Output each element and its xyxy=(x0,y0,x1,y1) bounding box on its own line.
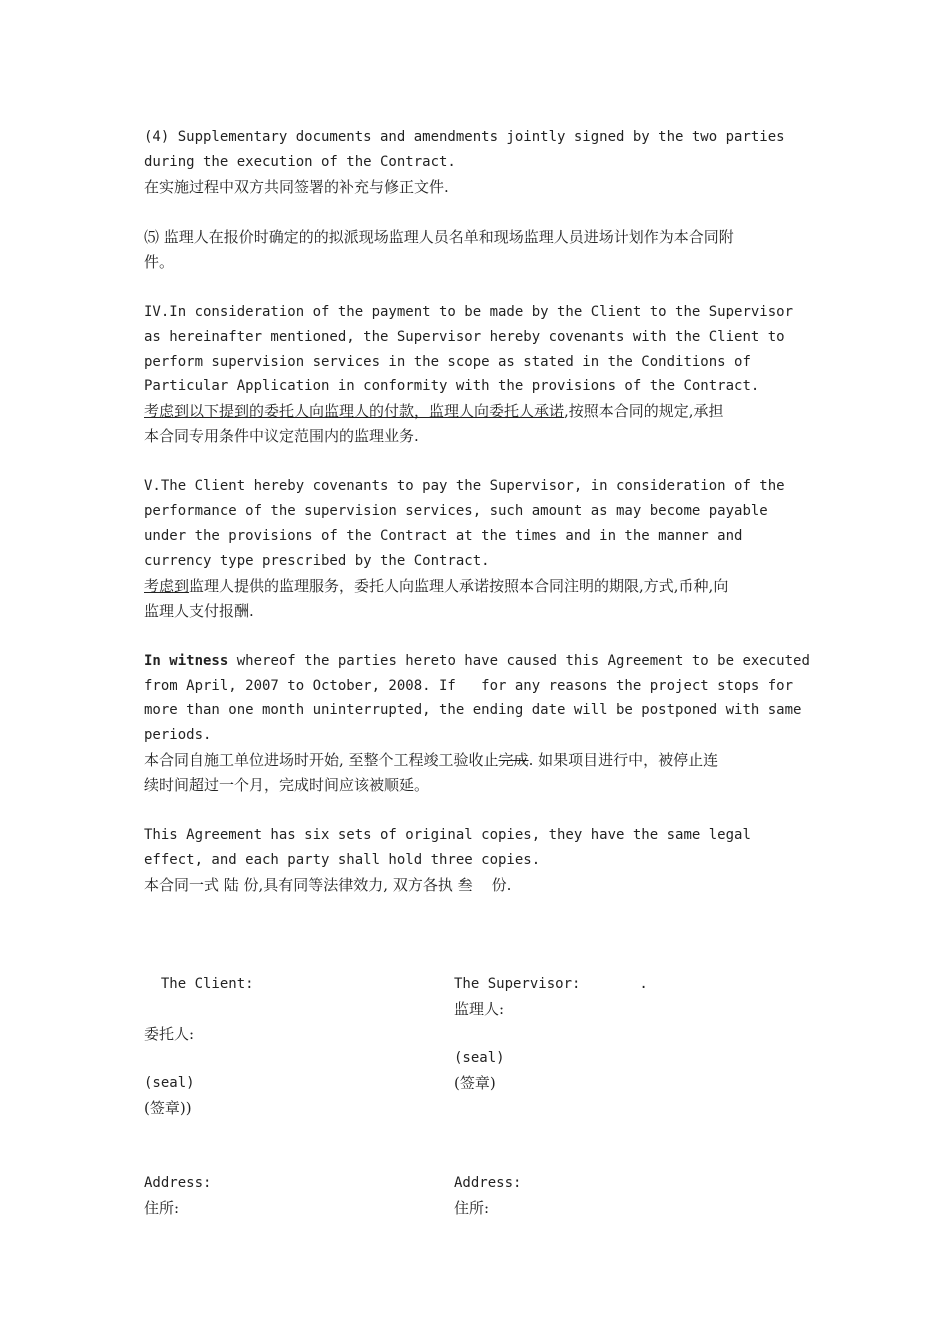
witness-en-line3: more than one month uninterrupted, the ending date will be postponed with same xyxy=(144,702,802,718)
copies-en-line1: This Agreement has six sets of original copies, they have the same legal xyxy=(144,827,751,843)
witness-cn-line2: 续时间超过一个月，完成时间应该被顺延。 xyxy=(144,776,430,794)
clause5-en-line3: under the provisions of the Contract at the times and in the manner and xyxy=(144,528,743,544)
witness-cn-b: . 如果项目进行中，被停止连 xyxy=(528,751,719,769)
witness-cn-line1 xyxy=(144,748,718,773)
clause5-cn-rest: 监理人提供的监理服务，委托人向监理人承诺按照本合同注明的期限,方式,币种,向 xyxy=(189,577,729,595)
clause4-en-line4: Particular Application in conformity with the provisions of the Contract. xyxy=(144,378,760,394)
clause5-cn-underlined: 考虑到 xyxy=(144,577,190,595)
copies-en-line2: effect, and each party shall hold three copies. xyxy=(144,852,541,868)
item5-cn-line2: 件。 xyxy=(144,253,175,271)
witness-en-line2: from April, 2007 to October, 2008. If for any reasons the project stops for xyxy=(144,678,794,694)
clause4-cn-line2: 本合同专用条件中议定范围内的监理业务. xyxy=(144,427,419,445)
supervisor-address-cn: 住所: xyxy=(454,1199,490,1217)
client-label-en: The Client: xyxy=(144,976,254,992)
witness-cn-strike: 完成 xyxy=(498,751,529,769)
clause5-cn-line1 xyxy=(144,574,728,599)
clause5-cn-line2: 监理人支付报酬. xyxy=(144,602,254,620)
witness-en-rest: whereof the parties hereto have caused this Agreement to be executed xyxy=(228,653,810,669)
client-seal-cn: (签章)) xyxy=(144,1099,192,1117)
supervisor-seal-cn: (签章) xyxy=(454,1074,496,1092)
clause5-en-line1: V.The Client hereby covenants to pay the Supervisor, in consideration of the xyxy=(144,478,785,494)
witness-en-line1 xyxy=(144,649,810,674)
clause5-en-line4: currency type prescribed by the Contract. xyxy=(144,553,490,569)
copies-cn: 本合同一式 陆 份,具有同等法律效力, 双方各执 叁 份. xyxy=(144,876,512,894)
client-seal-en: (seal) xyxy=(144,1075,195,1091)
item4-en-line1: (4) Supplementary documents and amendments jointly signed by the two parties xyxy=(144,129,785,145)
witness-cn-a: 本合同自施工单位进场时开始, 至整个工程竣工验收止 xyxy=(144,751,499,769)
supervisor-address-en: Address: xyxy=(454,1175,522,1191)
witness-bold: In witness xyxy=(144,653,229,669)
clause4-en-line1: IV.In consideration of the payment to be made by the Client to the Supervisor xyxy=(144,304,794,320)
item4-cn: 在实施过程中双方共同签署的补充与修正文件. xyxy=(144,178,449,196)
supervisor-label-en: The Supervisor: . xyxy=(454,976,648,992)
clause4-cn-rest: ,按照本合同的规定,承担 xyxy=(564,402,724,420)
client-address-en: Address: xyxy=(144,1175,212,1191)
clause4-cn-underlined: 考虑到以下提到的委托人向监理人的付款，监理人向委托人承诺 xyxy=(144,402,565,420)
clause4-en-line3: perform supervision services in the scope as stated in the Conditions of xyxy=(144,354,751,370)
clause4-en-line2: as hereinafter mentioned, the Supervisor hereby covenants with the Client to xyxy=(144,329,785,345)
supervisor-seal-en: (seal) xyxy=(454,1050,505,1066)
witness-en-line4: periods. xyxy=(144,727,212,743)
item4-en-line2: during the execution of the Contract. xyxy=(144,154,456,170)
supervisor-label-cn: 监理人: xyxy=(454,1000,505,1018)
item5-cn-line1: ⑸ 监理人在报价时确定的的拟派现场监理人员名单和现场监理人员进场计划作为本合同附 xyxy=(144,228,734,246)
clause4-cn-line1 xyxy=(144,399,724,424)
clause5-en-line2: performance of the supervision services, such amount as may become payable xyxy=(144,503,768,519)
client-address-cn: 住所: xyxy=(144,1199,180,1217)
client-label-cn: 委托人: xyxy=(144,1025,195,1043)
